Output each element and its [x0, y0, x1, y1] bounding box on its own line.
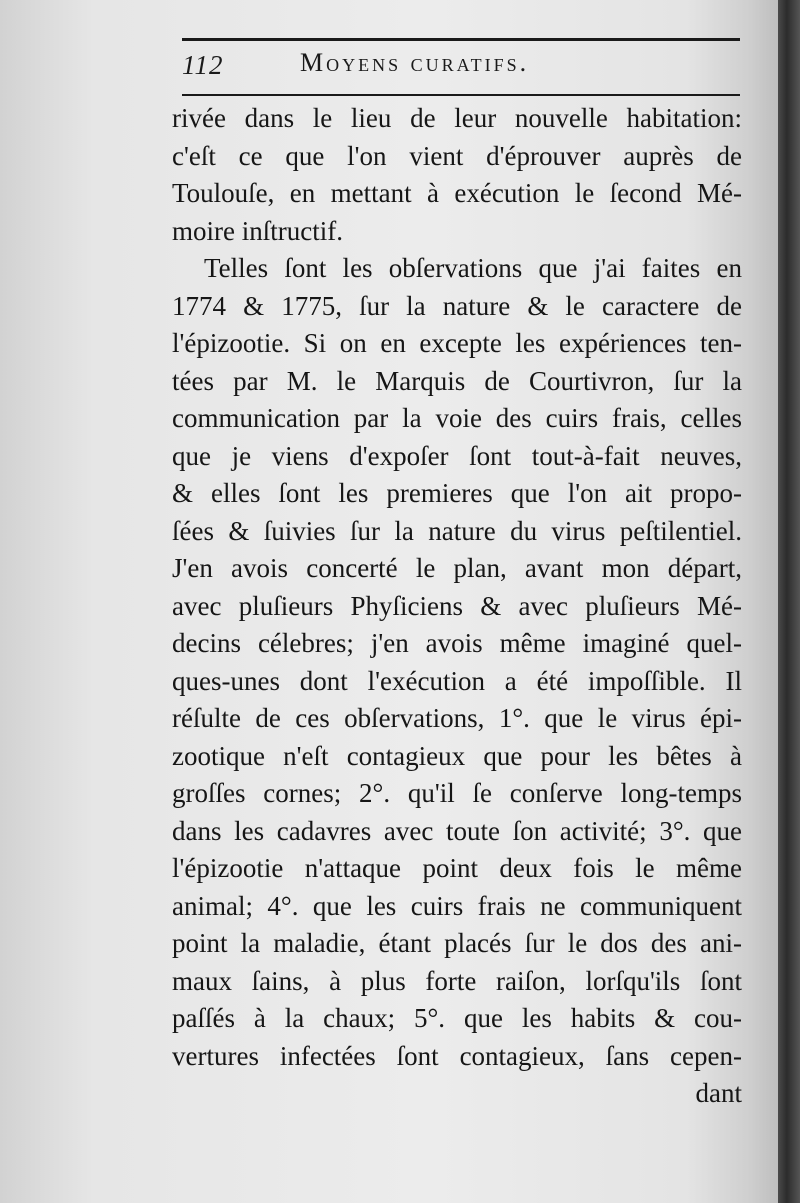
text-line: communication par la voie des cuirs frais, celles [172, 403, 742, 433]
text-line: Toulouſe, en mettant à exécution le ſecond Mé- [172, 178, 742, 208]
text-line: tées par M. le Marquis de Courtivron, ſur la [172, 365, 742, 396]
body-text [172, 100, 742, 1113]
text-line: decins célebres; j'en avois même imaginé quel- [172, 628, 742, 658]
catchword: dant [695, 1078, 742, 1108]
header-rule-top [182, 38, 740, 41]
text-line: c'eſt ce que l'on vient d'éprouver auprès de [172, 140, 742, 171]
book-edge [778, 0, 800, 1203]
text-line: moire inſtructif. [172, 215, 343, 246]
text-line: maux ſains, à plus forte raiſon, lorſqu'ils ſont [172, 965, 742, 996]
text-line: 1774 & 1775, ſur la nature & le caractere de [172, 290, 742, 321]
text-line: l'épizootie n'attaque point deux fois le même [172, 853, 742, 883]
running-head: Moyens curatifs. [300, 48, 530, 77]
text-line: rivée dans le lieu de leur nouvelle habitation: [172, 103, 742, 133]
page-header [182, 30, 742, 100]
text-line: paſſés à la chaux; 5°. que les habits & cou- [172, 1003, 742, 1033]
text-line: Telles ſont les obſervations que j'ai faites en [204, 253, 742, 283]
text-line: vertures infectées ſont contagieux, ſans cepen- [172, 1040, 742, 1071]
text-line: dans les cadavres avec toute ſon activité; 3°. que [172, 815, 742, 846]
page-number: 112 [182, 50, 224, 80]
text-line: avec pluſieurs Phyſiciens & avec pluſieurs Mé- [172, 590, 742, 621]
text-line: l'épizootie. Si on en excepte les expériences ten- [172, 328, 742, 358]
text-line: ſées & ſuivies ſur la nature du virus peſtilentiel. [172, 515, 742, 546]
header-rule-bottom [182, 94, 740, 96]
text-line: que je viens d'expoſer ſont tout-à-fait neuves, [172, 440, 742, 471]
text-line: réſulte de ces obſervations, 1°. que le virus épi- [172, 703, 742, 733]
text-line: animal; 4°. que les cuirs frais ne communiquent [172, 890, 742, 921]
text-line: point la maladie, étant placés ſur le dos des ani- [172, 928, 742, 958]
text-line: groſſes cornes; 2°. qu'il ſe conſerve long-temps [172, 778, 742, 808]
text-line: & elles ſont les premieres que l'on ait propo- [172, 478, 742, 508]
text-line: zootique n'eſt contagieux que pour les bêtes à [172, 740, 742, 771]
text-line: J'en avois concerté le plan, avant mon départ, [172, 553, 742, 583]
text-line: ques-unes dont l'exécution a été impoſſible. Il [172, 665, 742, 696]
